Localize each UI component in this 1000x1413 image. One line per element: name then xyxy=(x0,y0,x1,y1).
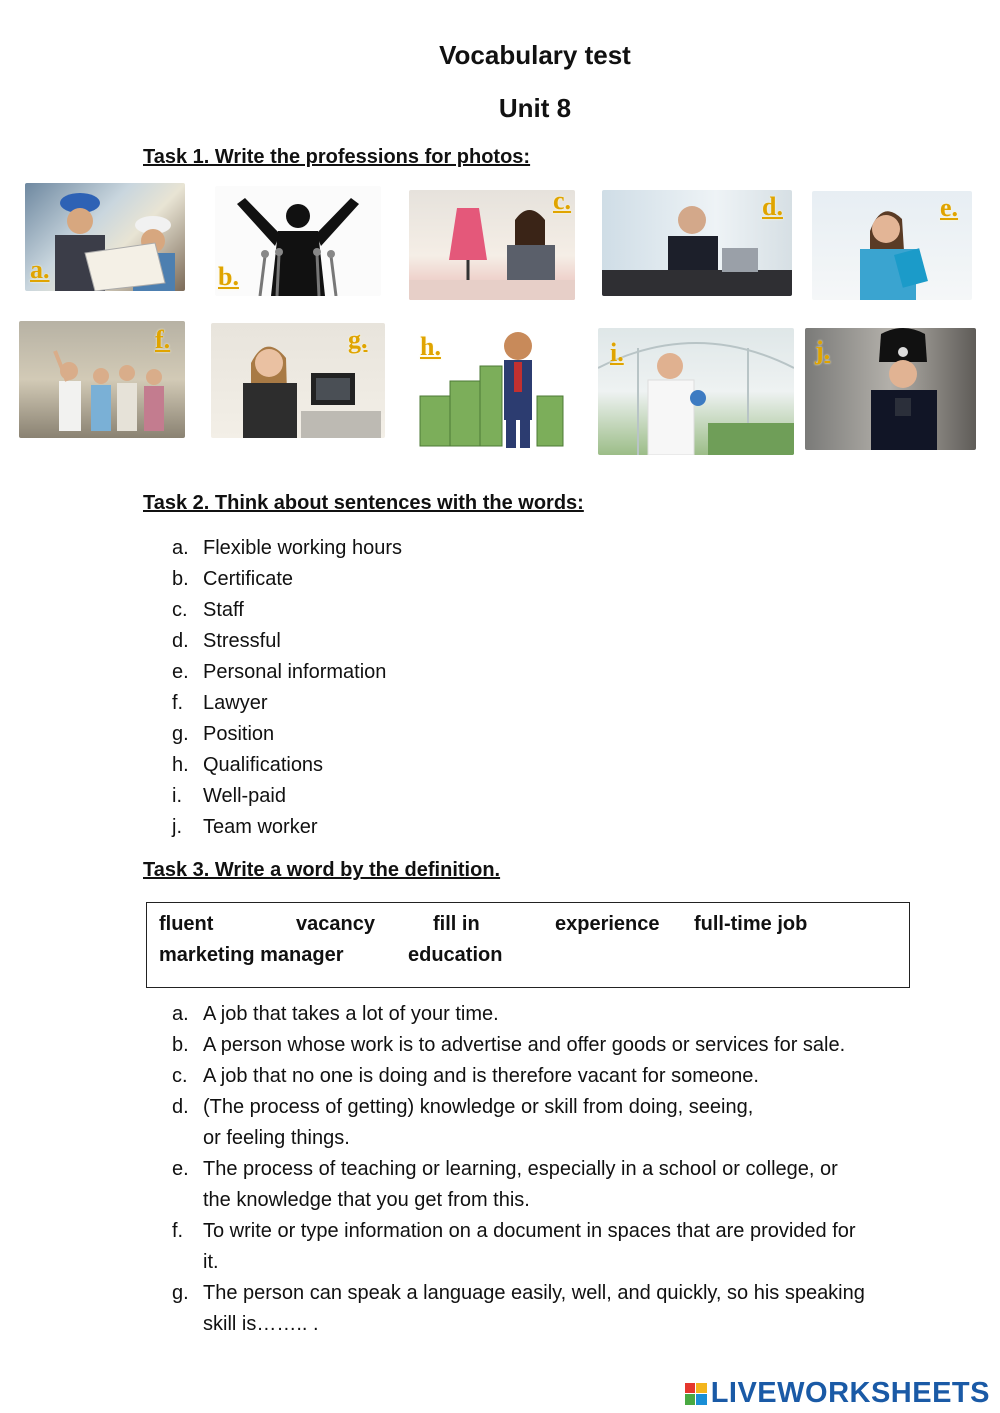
word-bank-item: experience xyxy=(555,913,660,935)
list-item: e. The process of teaching or learning, especially in a school or college, or the knowledge that you get from this. xyxy=(172,1158,838,1211)
fashion-designer-photo xyxy=(409,190,575,300)
word-bank-item: fluent xyxy=(159,913,214,935)
photo-a xyxy=(25,183,185,291)
police-officer-photo xyxy=(805,328,976,450)
word-bank-item: marketing manager xyxy=(159,944,344,966)
photo-label-e: e. xyxy=(940,193,959,222)
liveworksheets-logo[interactable] xyxy=(685,1377,990,1410)
photo-label-j: j. xyxy=(815,336,831,365)
list-item: f. Lawyer xyxy=(172,692,268,714)
list-item: c. A job that no one is doing and is therefore vacant for someone. xyxy=(172,1065,759,1087)
task2-list xyxy=(172,533,402,843)
photo-h xyxy=(412,326,568,450)
word-bank-item: vacancy xyxy=(296,913,375,935)
photo-label-f: f. xyxy=(155,325,171,354)
photo-f xyxy=(19,321,185,438)
photo-label-b: b. xyxy=(218,262,239,291)
photo-label-c: c. xyxy=(553,190,572,215)
word-bank xyxy=(146,902,910,988)
photo-i xyxy=(598,328,794,455)
politician-photo xyxy=(215,186,381,296)
list-item: b. Certificate xyxy=(172,568,294,590)
photo-label-a: a. xyxy=(30,255,50,284)
list-item: j. Team worker xyxy=(172,816,318,838)
list-item: g. Position xyxy=(172,723,275,745)
task1-heading: Task 1. Write the professions for photos: xyxy=(143,146,531,168)
list-item: e. Personal information xyxy=(172,661,387,683)
photo-j xyxy=(805,328,976,450)
list-item: c. Staff xyxy=(172,599,244,621)
photo-c xyxy=(409,190,575,300)
list-item: a. A job that takes a lot of your time. xyxy=(172,1003,499,1025)
photo-b xyxy=(215,186,381,296)
photo-label-g: g. xyxy=(348,325,368,354)
list-item: d. (The process of getting) knowledge or skill from doing, seeing, or feeling things. xyxy=(172,1096,754,1149)
list-item: i. Well-paid xyxy=(172,785,286,807)
list-item: b. A person whose work is to advertise and offer goods or services for sale. xyxy=(172,1034,846,1056)
word-bank-item: fill in xyxy=(433,913,480,935)
photo-label-i: i. xyxy=(610,338,624,367)
task3-list xyxy=(172,999,865,1340)
photo-g xyxy=(211,323,385,438)
word-bank-item: full-time job xyxy=(694,913,808,935)
task3-heading: Task 3. Write a word by the definition. xyxy=(143,859,501,881)
photo-label-d: d. xyxy=(762,192,783,221)
list-item: f. To write or type information on a document in spaces that are provided for it. xyxy=(172,1220,856,1273)
liveworksheets-logo-icon xyxy=(685,1383,707,1405)
photo-e xyxy=(812,191,972,300)
word-bank-item: education xyxy=(408,944,503,966)
scientist-photo xyxy=(598,328,794,455)
page-subtitle: Unit 8 xyxy=(498,93,572,123)
list-item: d. Stressful xyxy=(172,630,281,652)
task2-heading: Task 2. Think about sentences with the words: xyxy=(143,492,584,514)
list-item: h. Qualifications xyxy=(172,754,324,776)
photo-d xyxy=(602,190,792,296)
list-item: a. Flexible working hours xyxy=(172,537,402,559)
page-title: Vocabulary test xyxy=(439,40,631,70)
list-item: g. The person can speak a language easily, well, and quickly, so his speaking skill is…….. . xyxy=(172,1282,865,1335)
photo-label-h: h. xyxy=(420,332,441,361)
logo-text: LIVEWORKSHEETS xyxy=(710,1377,990,1409)
